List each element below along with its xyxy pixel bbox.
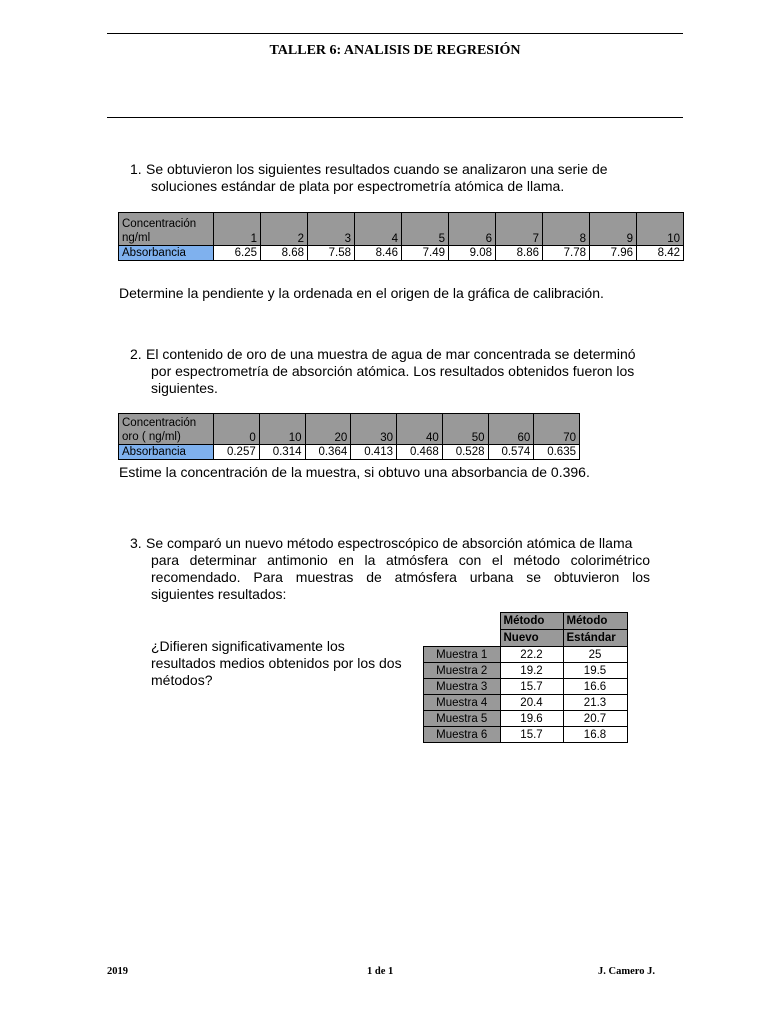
- q1-abs-cell: 7.49: [402, 246, 449, 261]
- q3-line-2: para determinar antimonio en la atmósfera con el método colorimétrico: [151, 552, 650, 568]
- q1-conc-cell: 2: [261, 213, 308, 246]
- q1-conc-cell: 8: [543, 213, 590, 246]
- q3-nuevo-value: 22.2: [500, 647, 563, 663]
- q2-concentration-header: [119, 414, 214, 445]
- q2-line-2: por espectrometría de absorción atómica. Los resultados obtenidos fueron los: [151, 363, 635, 379]
- q1-concentration-row: [119, 213, 684, 246]
- q2-abs-cell: 0.468: [397, 445, 443, 460]
- q3-header-row-2: [424, 630, 628, 647]
- q1-abs-cell: 7.96: [590, 246, 637, 261]
- q3-question-line-1: ¿Difieren significativamente los: [151, 638, 345, 654]
- top-rule: [107, 33, 683, 34]
- q3-question-line-2: resultados medios obtenidos por los dos: [151, 655, 402, 671]
- q3-nuevo-value: 20.4: [500, 695, 563, 711]
- q1-conc-cell: 10: [637, 213, 684, 246]
- q3-estandar-value: 20.7: [563, 711, 627, 727]
- q3-estandar-value: 19.5: [563, 663, 627, 679]
- q1-abs-cell: 7.78: [543, 246, 590, 261]
- q2-absorbance-row: [119, 445, 580, 460]
- q1-absorbance-label: Absorbancia: [119, 246, 214, 261]
- q3-corner-blank: [424, 613, 501, 630]
- q3-nuevo-value: 15.7: [500, 679, 563, 695]
- q1-abs-cell: 8.86: [496, 246, 543, 261]
- q1-conc-cell: 3: [308, 213, 355, 246]
- q3-row-label: Muestra 6: [424, 727, 501, 743]
- q3-estandar-value: 25: [563, 647, 627, 663]
- q2-conc-cell: 20: [305, 414, 351, 445]
- q1-data-table: [118, 212, 684, 261]
- q1-conc-cell: 5: [402, 213, 449, 246]
- q2-concentration-row: [119, 414, 580, 445]
- header-rule: [107, 117, 683, 118]
- q2-absorbance-label: Absorbancia: [119, 445, 214, 460]
- q1-line-1: Se obtuvieron los siguientes resultados cuando se analizaron una serie de: [146, 161, 608, 177]
- q1-abs-cell: 8.42: [637, 246, 684, 261]
- q1-abs-cell: 9.08: [449, 246, 496, 261]
- q3-col-estandar-header-2: Estándar: [563, 630, 627, 647]
- q2-conc-cell: 60: [488, 414, 534, 445]
- table-row: [424, 647, 628, 663]
- q1-conc-cell: 6: [449, 213, 496, 246]
- q2-line-3: siguientes.: [151, 380, 218, 396]
- q3-estandar-value: 16.6: [563, 679, 627, 695]
- q2-conc-cell: 10: [259, 414, 305, 445]
- table-row: [424, 727, 628, 743]
- q2-question: Estime la concentración de la muestra, si obtuvo una absorbancia de 0.396.: [119, 464, 590, 480]
- q1-absorbance-row: [119, 246, 684, 261]
- q3-estandar-value: 16.8: [563, 727, 627, 743]
- page-title: TALLER 6: ANALISIS DE REGRESIÓN: [269, 43, 521, 58]
- q2-data-table: [118, 413, 580, 460]
- q3-estandar-value: 21.3: [563, 695, 627, 711]
- footer-page-number: 1 de 1: [367, 966, 394, 977]
- q2-conc-cell: 70: [534, 414, 580, 445]
- q2-abs-cell: 0.574: [488, 445, 534, 460]
- q2-abs-cell: 0.364: [305, 445, 351, 460]
- q3-line-1: Se comparó un nuevo método espectroscópico de absorción atómica de llama: [146, 535, 633, 551]
- q1-conc-cell: 4: [355, 213, 402, 246]
- q3-col-nuevo-header-2: Nuevo: [500, 630, 563, 647]
- q2-abs-cell: 0.528: [442, 445, 488, 460]
- q3-number: 3.: [130, 535, 142, 551]
- q1-conc-cell: 7: [496, 213, 543, 246]
- q3-col-nuevo-header-1: Método: [500, 613, 563, 630]
- q2-conc-cell: 30: [351, 414, 397, 445]
- q1-abs-cell: 8.46: [355, 246, 402, 261]
- q1-line-2: soluciones estándar de plata por espectrometría atómica de llama.: [151, 178, 565, 194]
- q3-col-estandar-header-1: Método: [563, 613, 627, 630]
- q3-corner-blank: [424, 630, 501, 647]
- q3-nuevo-value: 19.6: [500, 711, 563, 727]
- q1-question: Determine la pendiente y la ordenada en el origen de la gráfica de calibración.: [119, 285, 604, 301]
- q3-row-label: Muestra 2: [424, 663, 501, 679]
- table-row: [424, 679, 628, 695]
- q2-number: 2.: [130, 346, 142, 362]
- q2-header-line-1: Concentración: [122, 417, 197, 429]
- q3-line-3: recomendado. Para muestras de atmósfera urbana se obtuvieron los: [151, 569, 650, 585]
- q2-conc-cell: 0: [214, 414, 260, 445]
- q2-abs-cell: 0.635: [534, 445, 580, 460]
- q2-line-1: El contenido de oro de una muestra de agua de mar concentrada se determinó: [146, 346, 636, 362]
- q1-abs-cell: 6.25: [214, 246, 261, 261]
- q1-number: 1.: [130, 161, 142, 177]
- q3-line-4: siguientes resultados:: [151, 586, 287, 602]
- table-row: [424, 663, 628, 679]
- q3-nuevo-value: 19.2: [500, 663, 563, 679]
- q1-abs-cell: 8.68: [261, 246, 308, 261]
- q2-abs-cell: 0.257: [214, 445, 260, 460]
- q1-header-line-2: ng/ml: [122, 232, 151, 244]
- table-row: [424, 711, 628, 727]
- q1-conc-cell: 9: [590, 213, 637, 246]
- q3-comparison-table: [423, 612, 628, 743]
- q3-question-line-3: métodos?: [151, 672, 213, 688]
- q3-row-label: Muestra 3: [424, 679, 501, 695]
- q2-conc-cell: 40: [397, 414, 443, 445]
- q1-concentration-header: [119, 213, 214, 246]
- q3-row-label: Muestra 4: [424, 695, 501, 711]
- q3-nuevo-value: 15.7: [500, 727, 563, 743]
- q2-abs-cell: 0.314: [259, 445, 305, 460]
- table-row: [424, 695, 628, 711]
- footer-author: J. Camero J.: [598, 966, 655, 977]
- q3-row-label: Muestra 5: [424, 711, 501, 727]
- q2-header-line-2: oro ( ng/ml): [122, 431, 181, 443]
- q3-row-label: Muestra 1: [424, 647, 501, 663]
- q3-header-row-1: [424, 613, 628, 630]
- q1-abs-cell: 7.58: [308, 246, 355, 261]
- q1-header-line-1: Concentración: [122, 218, 197, 230]
- footer-year: 2019: [107, 966, 128, 977]
- q2-conc-cell: 50: [442, 414, 488, 445]
- q1-conc-cell: 1: [214, 213, 261, 246]
- q2-abs-cell: 0.413: [351, 445, 397, 460]
